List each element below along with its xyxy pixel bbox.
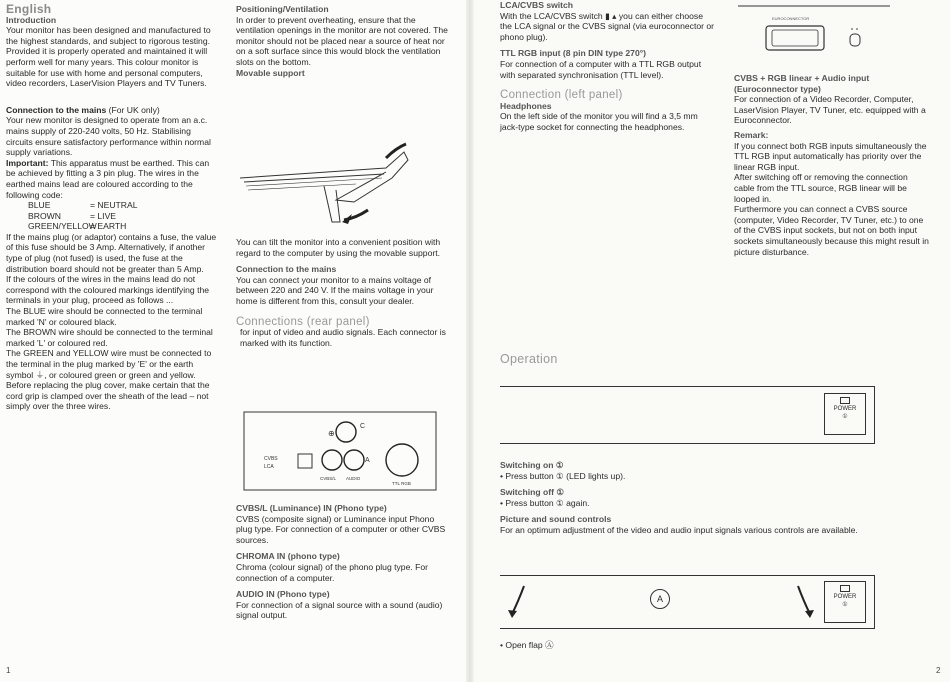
mains-heading: Connection to the mains xyxy=(6,104,107,115)
power-symbol: ① xyxy=(842,414,848,420)
right-column-1 xyxy=(500,0,714,133)
left-column xyxy=(6,4,218,412)
chroma-text: Chroma (colour signal) of the phono plug type. For connection of a computer. xyxy=(236,561,429,583)
language-heading: English xyxy=(6,2,52,16)
code-meaning: = LIVE xyxy=(90,210,117,221)
open-flap-block xyxy=(500,640,700,651)
power-led xyxy=(840,397,850,404)
code-meaning: = EARTH xyxy=(90,221,127,232)
important-paragraph xyxy=(6,158,218,200)
remark-text-2: After switching off or removing the connection cable from the TTL source, RGB linear will be looped in. xyxy=(734,172,908,204)
positioning-text: In order to prevent overheating, ensure that the ventilation openings in the monitor are not covered. The monitor should not be placed near a source of heat nor on a soft surface since this would block the ventilation slots on the bottom. xyxy=(236,14,448,67)
rear-panel-illustration xyxy=(242,410,438,492)
cvbs-text: CVBS (composite signal) or Luminance input Phono plug type. For connection of a computer or other CVBS sources. xyxy=(236,513,446,545)
switch-on-text: • Press button ① (LED lights up). xyxy=(500,470,626,481)
picture-heading: Picture and sound controls xyxy=(500,514,612,525)
switch-on-heading: Switching on ① xyxy=(500,460,564,470)
middle-column xyxy=(236,4,448,78)
left-panel-heading: Connection (left panel) xyxy=(500,89,623,102)
open-flap-text: • Open flap Ⓐ xyxy=(500,640,554,650)
lca-heading: LCA/CVBS switch xyxy=(500,0,574,10)
operation-block xyxy=(500,354,700,365)
headphones-heading: Headphones xyxy=(500,100,552,111)
code-colour: BROWN xyxy=(28,210,61,221)
intro-heading: Introduction xyxy=(6,14,57,25)
headphone-socket-icon xyxy=(850,34,860,46)
code-colour: GREEN/YELLOW xyxy=(28,221,97,232)
code-row-brown xyxy=(6,211,218,222)
code-meaning: = NEUTRAL xyxy=(90,200,138,211)
movable-support-heading: Movable support xyxy=(236,67,305,78)
important-label: Important: xyxy=(6,157,49,168)
headphones-text: On the left side of the monitor you will find a 3,5 mm jack-type socket for connecting the headphones. xyxy=(500,111,698,132)
mains-heading-line xyxy=(6,105,218,116)
power-panel-illustration xyxy=(500,386,875,444)
cvbs-heading: CVBS/L (Luminance) IN (Phono type) xyxy=(236,503,387,513)
arrow-right-icon xyxy=(794,584,814,620)
power-label: POWER xyxy=(833,406,857,412)
middle-column-bottom xyxy=(236,503,448,621)
mains-text: Your new monitor is designed to operate from an a.c. mains supply of 220-240 volts, 50 Hz. Stabilising circuits ensure satisfactory performance within normal supply variations. xyxy=(6,115,211,158)
remark-text-3: Furthermore you can connect a CVBS source (computer, Video Recorder, TV Tuner, etc.) to one of the CVBS input sockets, but not on both input sockets simultaneously because this might result in picture disturbance. xyxy=(734,204,929,257)
code-row-green xyxy=(6,221,218,232)
colours-text: If the colours of the wires in the mains lead do not correspond with the coloured markings identifying the terminals in your plug, proceed as follows ... xyxy=(6,274,210,306)
chroma-heading: CHROMA IN (phono type) xyxy=(236,551,340,562)
power-symbol-2: ① xyxy=(842,602,848,608)
intro-text: Your monitor has been designed and manufactured to the highest standards, and subject to rigorous testing. Provided it is properly operated and maintained it will perform well for many years. This colour monitor is suitable for use with home and personal computers, video recorders, LaserVision Players and TV Tuners. xyxy=(6,25,211,89)
code-colour: BLUE xyxy=(28,200,51,211)
cvbs-rgb-heading: CVBS + RGB linear + Audio input (Euroconnector type) xyxy=(734,73,870,94)
tilt-text: You can tilt the monitor into a convenient position with regard to the computer by using the movable support. xyxy=(236,237,441,258)
euroconnector-label: EUROCONNECTOR xyxy=(772,16,810,21)
panel-label-a: A xyxy=(365,457,370,464)
rear-panel-text: for input of video and audio signals. Each connector is marked with its function. xyxy=(240,327,446,348)
cvbs-rgb-text: For connection of a Video Recorder, Computer, LaserVision Player, TV Tuner, etc. equipped with a Euroconnector. xyxy=(734,94,926,126)
power-led-2 xyxy=(840,585,850,592)
fuse-text: If the mains plug (or adaptor) contains a fuse, the value of this fuse should be 3 Amp. Alternatively, if another type of plug (not fused) is used, the fuse at the distribution board should not be greater than 5 Amp. xyxy=(6,231,217,274)
green-wire-text: The GREEN and YELLOW wire must be connected to the terminal in the plug marked by 'E' or the earth symbol ⏚, or coloured green or green and yellow. Before replacing the plug cover, make certain that the cord grip is clamped over the sheath of the lead – not simply over the three wires. xyxy=(6,348,212,412)
panel-label-ttl: TTL RGB xyxy=(392,481,411,486)
mains-heading-note: (For UK only) xyxy=(106,104,160,115)
panel-label-c: C xyxy=(360,423,366,430)
rear-panel-heading: Connections (rear panel) xyxy=(236,315,370,328)
audio-heading: AUDIO IN (Phono type) xyxy=(236,589,330,600)
panel-label-audio: AUDIO xyxy=(346,476,361,481)
audio-socket xyxy=(344,450,364,470)
mains-text-middle: You can connect your monitor to a mains voltage of between 220 and 240 V. If the mains voltage in your home is different from this, consult your dealer. xyxy=(236,274,434,306)
svg-text:⊕: ⊕ xyxy=(328,429,335,438)
power-button xyxy=(824,393,866,435)
code-row-blue xyxy=(6,200,218,211)
picture-text: For an optimum adjustment of the video and audio input signals various controls are available. xyxy=(500,524,858,535)
flap-panel-illustration xyxy=(500,575,875,629)
blue-wire-text: The BLUE wire should be connected to the terminal marked 'N' or coloured black. xyxy=(6,306,203,327)
operation-heading: Operation xyxy=(500,352,558,366)
movable-support-illustration xyxy=(236,138,416,230)
cvbs-socket xyxy=(322,450,342,470)
switch-off-heading: Switching off ① xyxy=(500,487,565,498)
panel-label-cvbs-switch: CVBS xyxy=(264,456,278,462)
important-text: This apparatus must be earthed. This can be achieved by fitting a 3 pin plug. The wires in the earthed mains lead are coloured according to the following code: xyxy=(6,157,210,200)
euroconnector-illustration xyxy=(734,0,894,62)
power-button-2 xyxy=(824,581,866,623)
switching-block xyxy=(500,460,920,536)
page-number-left: 1 xyxy=(6,666,11,675)
flap-marker: A xyxy=(650,589,670,609)
brown-wire-text: The BROWN wire should be connected to the terminal marked 'L' or coloured red. xyxy=(6,327,213,348)
power-label-2: POWER xyxy=(833,594,857,600)
panel-label-lca: LCA xyxy=(264,464,274,470)
chroma-socket xyxy=(336,422,356,442)
panel-label-cvbs-l: CVBS/L xyxy=(320,476,337,481)
lca-text: With the LCA/CVBS switch ▮ ▴ you can either choose the LCA signal or the CVBS signal (via euroconnector or phono plug). xyxy=(500,10,715,42)
arrow-left-icon xyxy=(508,584,528,620)
ttl-rgb-socket xyxy=(386,444,418,476)
mains-heading-middle: Connection to the mains xyxy=(236,264,337,275)
remark-heading: Remark: xyxy=(734,129,769,140)
ttl-text: For connection of a computer with a TTL RGB output with separated synchronisation (TTL level). xyxy=(500,58,702,80)
audio-text: For connection of a signal source with a sound (audio) signal output. xyxy=(236,599,443,621)
positioning-heading: Positioning/Ventilation xyxy=(236,4,329,14)
ttl-heading: TTL RGB input (8 pin DIN type 270°) xyxy=(500,48,647,59)
middle-column-lower xyxy=(236,237,448,348)
page-number-right: 2 xyxy=(936,666,941,675)
page-gutter xyxy=(466,0,474,682)
lca-cvbs-switch xyxy=(298,454,312,468)
switch-off-text: • Press button ① again. xyxy=(500,497,590,508)
right-column-2 xyxy=(734,73,930,257)
remark-text-1: If you connect both RGB inputs simultaneously the TTL RGB input automatically has priority over the linear RGB input. xyxy=(734,140,927,172)
